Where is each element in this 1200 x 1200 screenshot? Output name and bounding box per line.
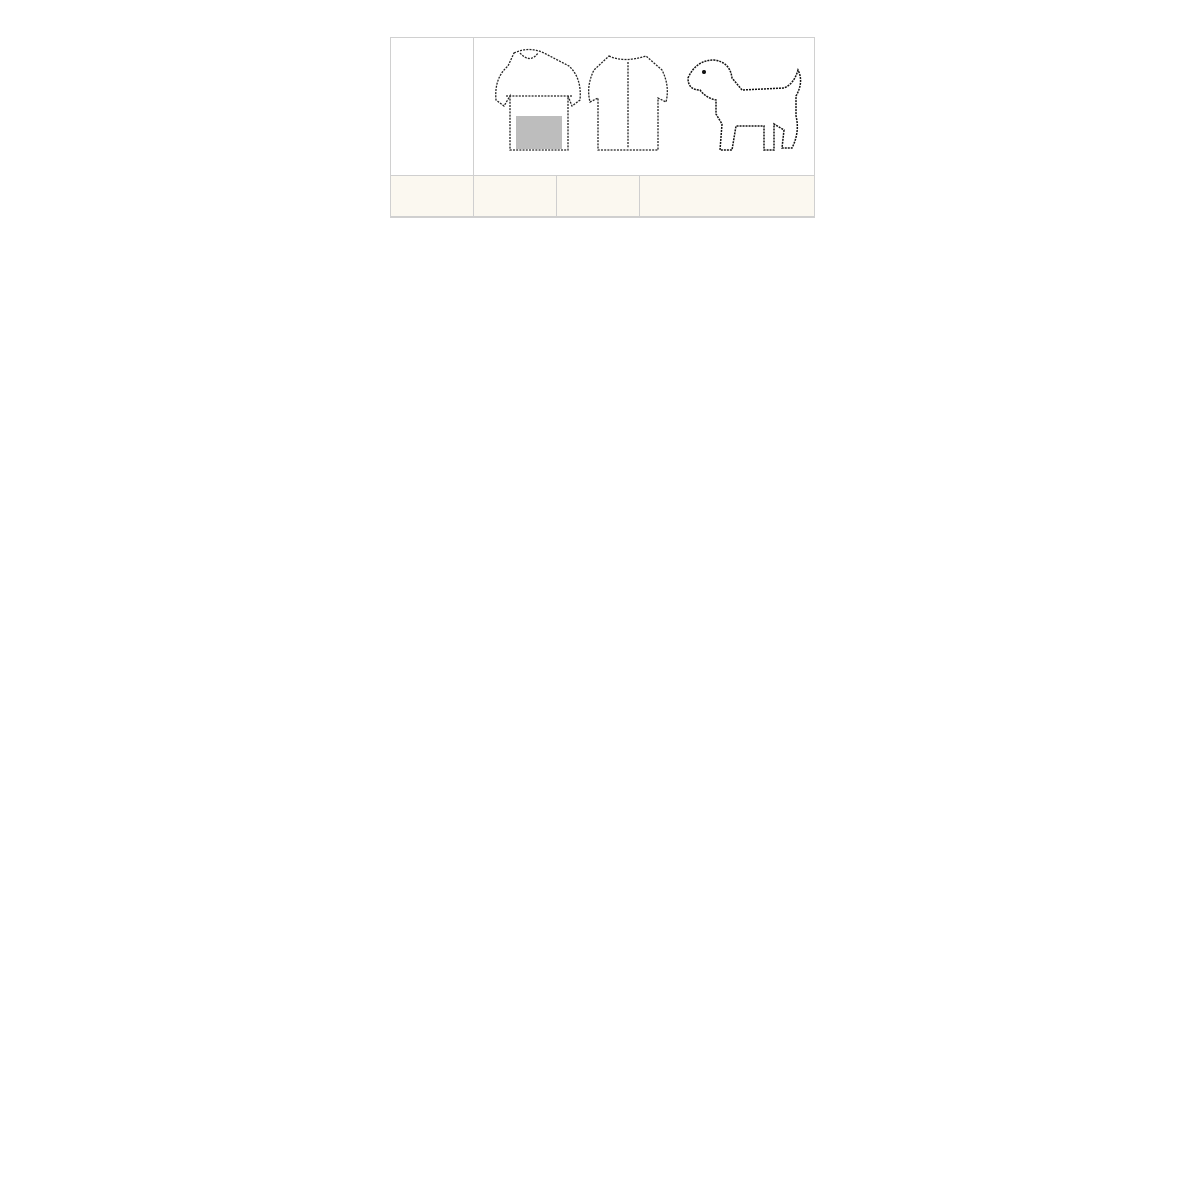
header-size-blank xyxy=(391,176,474,216)
size-table xyxy=(390,37,815,218)
shirt-back-icon xyxy=(589,56,668,150)
header-length xyxy=(474,176,557,216)
illustration-cell xyxy=(474,38,814,175)
illustration-row xyxy=(391,38,814,176)
size-unit-cell xyxy=(391,38,474,175)
header-chest xyxy=(557,176,640,216)
header-breeds xyxy=(640,176,814,216)
header-row xyxy=(391,176,814,217)
shirt-pocket-shade xyxy=(516,116,562,149)
dog-eye xyxy=(702,70,706,74)
